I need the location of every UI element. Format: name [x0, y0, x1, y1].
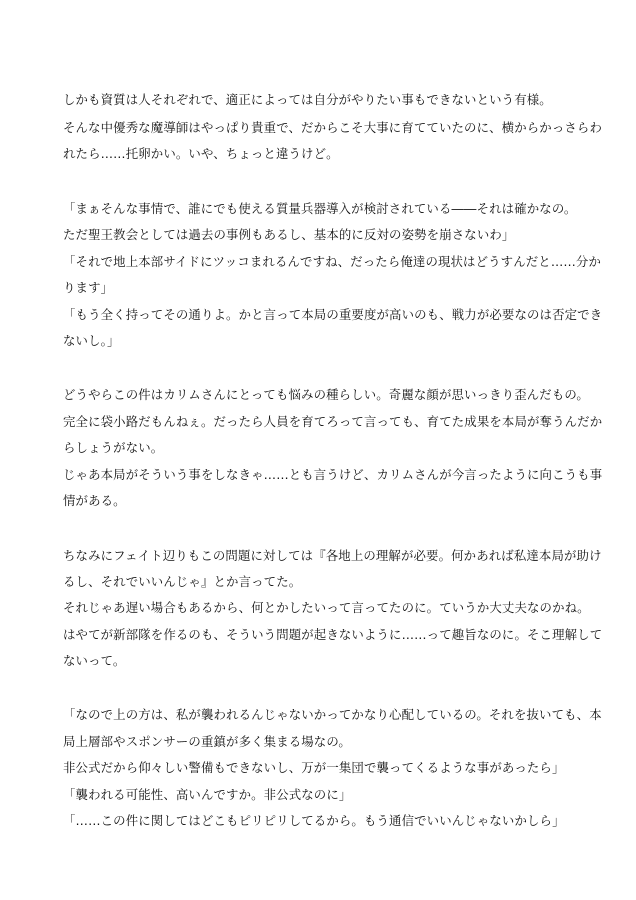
text-line: はやてが新部隊を作るのも、そういう問題が起きないように……って趣旨なのに。そこ理解して: [63, 627, 603, 642]
text-line: 「もう全く持ってその通りよ。かと言って本局の重要度が高いのも、戦力が必要なのは否定でき: [63, 307, 603, 322]
text-line: 「なので上の方は、私が襲われるんじゃないかってかなり心配しているの。それを抜いても、本: [63, 707, 602, 722]
text-line: 局上層部やスポンサーの重鎮が多く集まる場なの。: [63, 734, 351, 749]
text-line: そんな中優秀な魔導師はやっぱり貴重で、だからこそ大事に育てていたのに、横からかっさらわ: [63, 120, 602, 135]
text-line: どうやらこの件はカリムさんにとっても悩みの種らしい。奇麗な顔が思いっきり歪んだもの。: [63, 387, 589, 402]
text-line: らしょうがない。: [63, 440, 164, 455]
text-line: それじゃあ遅い場合もあるから、何とかしたいって言ってたのに。ていうか大丈夫なのかね。: [63, 600, 590, 615]
text-line: 「まぁそんな事情で、誰にでも使える質量兵器導入が検討されている――それは確かなの。: [63, 201, 577, 216]
text-line: るし、それでいいんじゃ』とか言ってた。: [63, 574, 302, 589]
text-line: ただ聖王教会としては過去の事例もあるし、基本的に反対の姿勢を崩さないわ」: [63, 227, 515, 242]
text-line: 「それで地上本部サイドにツッコまれるんですね、だったら俺達の現状はどうすんだと……分か: [63, 254, 602, 269]
text-line: れたら……托卵かい。いや、ちょっと違うけど。: [63, 146, 339, 161]
text-line: ります」: [63, 280, 114, 295]
text-line: 「襲われる可能性、高いんですか。非公式なのに」: [63, 787, 352, 802]
text-line: 完全に袋小路だもんねぇ。だったら人員を育てろって言っても、育てた成果を本局が奪うんだか: [63, 414, 603, 429]
text-line: じゃあ本局がそういう事をしなきゃ……とも言うけど、カリムさんが今言ったように向こうも事: [63, 467, 603, 482]
text-line: ちなみにフェイト辺りもこの問題に対しては『各地上の理解が必要。何かあれば私達本局が助け: [63, 548, 602, 563]
text-line: ないし。」: [63, 333, 120, 348]
text-line: 「……この件に関してはどこもピリピリしてるから。もう通信でいいんじゃないかしら」: [63, 813, 565, 828]
text-line: 非公式だから仰々しい警備もできないし、万が一集団で襲ってくるような事があったら」: [63, 760, 565, 775]
text-line: 情がある。: [63, 493, 126, 508]
text-line: ないって。: [63, 653, 126, 668]
text-line: しかも資質は人それぞれで、適正によっては自分がやりたい事もできないという有様。: [63, 92, 552, 107]
